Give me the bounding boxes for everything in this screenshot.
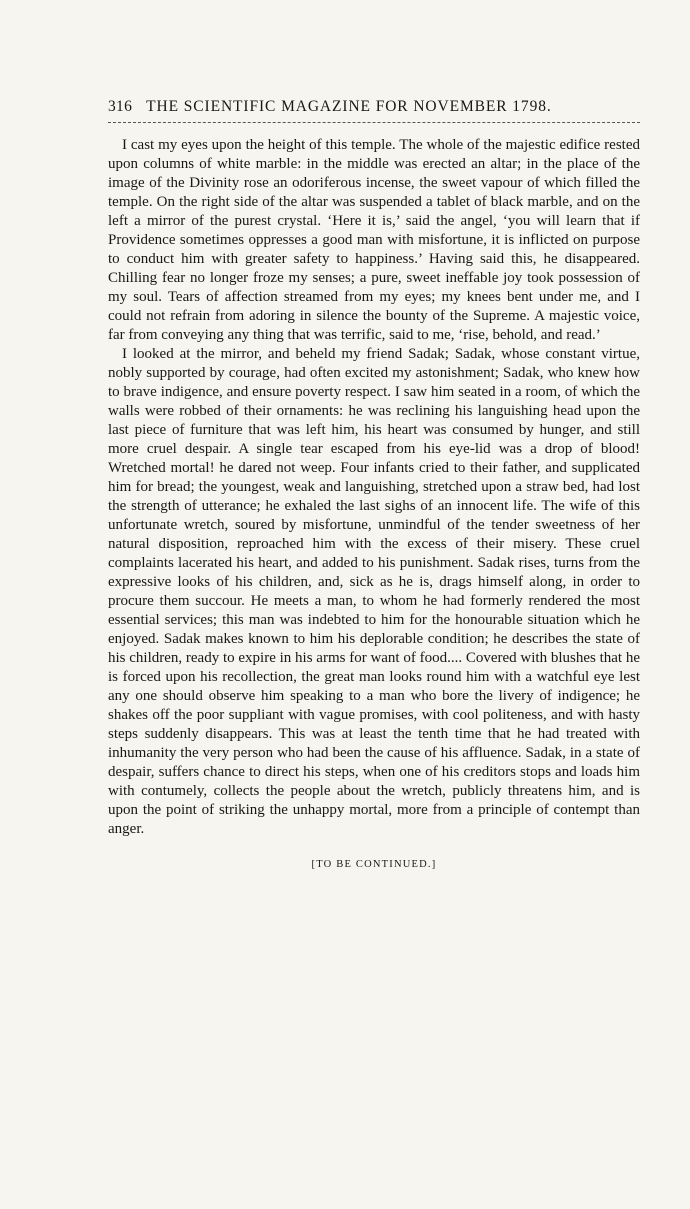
page [108, 98, 640, 870]
paragraph: I looked at the mirror, and beheld my friend Sadak; Sadak, whose constant virtue, nobly supported by courage, had often excited my astonishment; Sadak, who knew how to brave indigence, and ensure poverty respect. I saw him seated in a room, of which the walls were robbed of their ornaments: he was reclining his languishing head upon the last piece of furniture that was left him, his heart was consumed by hunger, and still more cruel despair. A single tear escaped from his eye-lid was a drop of blood! Wretched mortal! he dared not weep. Four infants cried to their father, and supplicated him for bread; the youngest, weak and languishing, stretched upon a straw bed, had lost the strength of utterance; he exhaled the last sighs of an innocent life. The wife of this unfortunate wretch, soured by misfortune, unmindful of the tender sweetness of her natural disposition, reproached him with the excess of their misery. These cruel complaints lacerated his heart, and added to his punishment. Sadak rises, turns from the expressive looks of his children, and, sick as he is, drags himself along, in order to procure them succour. He meets a man, to whom he had formerly rendered the most essential services; this man was indebted to him for the honourable situation which he enjoyed. Sadak makes known to him his deplorable condition; he describes the state of his children, ready to expire in his arms for want of food.... Covered with blushes that he is forced upon his recollection, the great man looks round him with a watchful eye lest any one should observe him speaking to a man who bore the livery of indigence; he shakes off the poor suppliant with vague promises, with cool politeness, and with hasty steps suddenly disappears. This was at least the tenth time that he had treated with inhumanity the very person who had been the cause of his affluence. Sadak, in a state of despair, suffers chance to direct his steps, when one of his creditors stops and loads him with contumely, collects the people about the wretch, publicly threatens him, and is upon the point of striking the unhappy mortal, more from a principle of contempt than anger. [108, 346, 640, 837]
page-number: 316 [108, 98, 133, 115]
running-header [108, 98, 640, 123]
running-title: THE SCIENTIFIC MAGAZINE FOR NOVEMBER 1798. [146, 98, 552, 115]
to-be-continued-note [108, 859, 640, 870]
bracket-close: ] [431, 859, 437, 870]
bracket-open: [ [311, 859, 317, 870]
continued-text: TO BE CONTINUED. [316, 859, 432, 870]
paragraph: I cast my eyes upon the height of this temple. The whole of the majestic edifice rested upon columns of white marble: in the middle was erected an altar; in the place of the image of the Divinity rose an odoriferous incense, the sweet vapour of which filled the temple. On the right side of the altar was suspended a tablet of black marble, and on the left a mirror of the purest crystal. ‘Here it is,’ said the angel, ‘you will learn that if Providence sometimes oppresses a good man with misfortune, it is inflicted on purpose to conduct him with greater safety to happiness.’ Having said this, he disappeared. Chilling fear no longer froze my senses; a pure, sweet ineffable joy took possession of my soul. Tears of affection streamed from my eyes; my knees bent under me, and I could not refrain from adoring in silence the bounty of the Supreme. A majestic voice, far from conveying any thing that was terrific, said to me, ‘rise, behold, and read.’ [108, 137, 640, 343]
article-body [108, 136, 640, 839]
